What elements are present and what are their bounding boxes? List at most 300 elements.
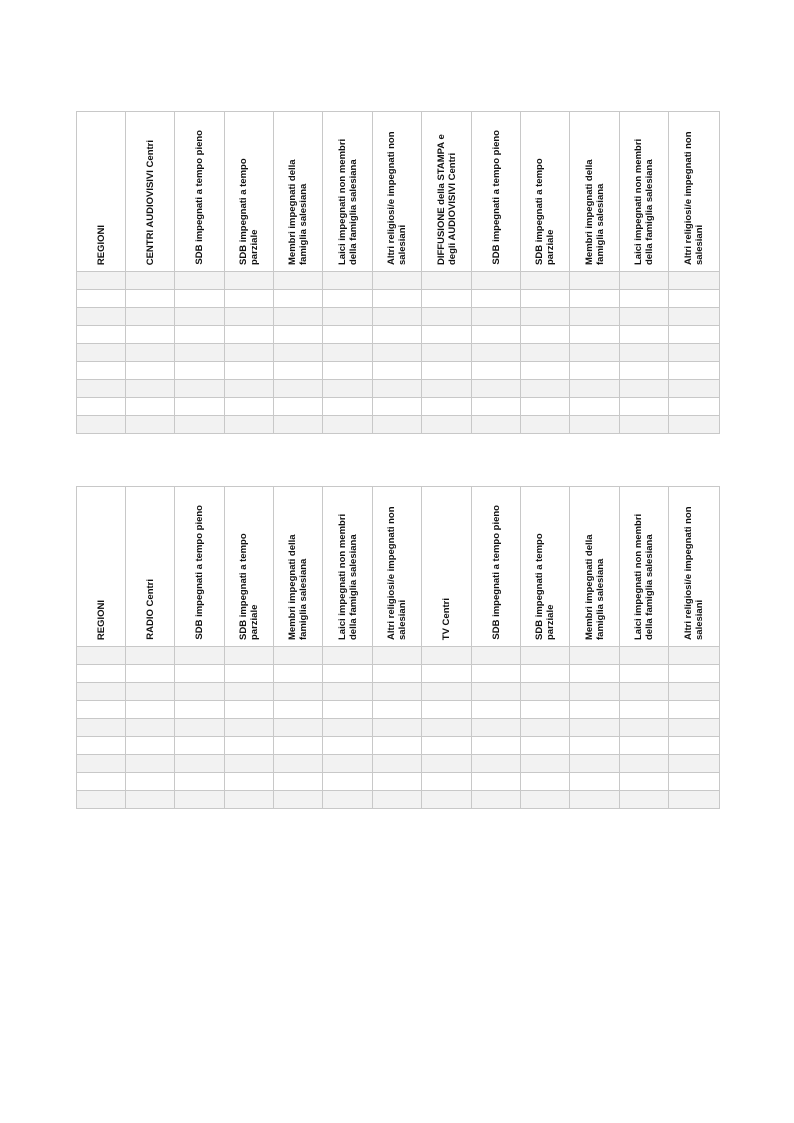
table-cell xyxy=(373,380,422,398)
table-cell xyxy=(175,380,225,398)
table-cell xyxy=(669,647,720,665)
table-cell xyxy=(175,308,225,326)
table-cell xyxy=(126,719,175,737)
table-cell xyxy=(175,398,225,416)
table-row xyxy=(77,380,720,398)
table-cell xyxy=(175,773,225,791)
header-cell xyxy=(323,112,373,272)
header-cell xyxy=(620,487,669,647)
table-cell xyxy=(620,665,669,683)
table-cell xyxy=(620,290,669,308)
table-cell xyxy=(620,719,669,737)
table-cell xyxy=(77,326,126,344)
table-cell xyxy=(669,773,720,791)
table-cell xyxy=(225,665,274,683)
table-cell xyxy=(472,398,521,416)
table-cell xyxy=(323,308,373,326)
table-cell xyxy=(126,326,175,344)
header-label: RADIO Centri xyxy=(144,579,156,640)
table-cell xyxy=(570,773,620,791)
table-cell xyxy=(669,308,720,326)
table-cell xyxy=(225,290,274,308)
table-cell xyxy=(472,647,521,665)
table-cell xyxy=(472,773,521,791)
table-cell xyxy=(126,380,175,398)
table-cell xyxy=(422,773,472,791)
table-row xyxy=(77,773,720,791)
header-label: Altri religiosi/e impegnati non salesiani xyxy=(386,131,408,265)
table-cell xyxy=(274,665,323,683)
table-cell xyxy=(521,791,570,809)
table-cell xyxy=(521,755,570,773)
table-cell xyxy=(225,773,274,791)
header-label: SDB impegnati a tempo parziale xyxy=(238,533,260,640)
table-header-row xyxy=(77,112,720,272)
table-cell xyxy=(175,362,225,380)
table-row xyxy=(77,362,720,380)
table-cell xyxy=(323,701,373,719)
table-cell xyxy=(620,755,669,773)
table-cell xyxy=(323,647,373,665)
table-cell xyxy=(422,380,472,398)
table-cell xyxy=(274,416,323,434)
table-cell xyxy=(422,719,472,737)
table-cell xyxy=(422,755,472,773)
table-cell xyxy=(274,737,323,755)
table-cell xyxy=(126,272,175,290)
header-cell xyxy=(373,487,422,647)
table-cell xyxy=(77,737,126,755)
table-cell xyxy=(274,683,323,701)
header-cell xyxy=(175,487,225,647)
header-label: Altri religiosi/e impegnati non salesiani xyxy=(683,131,705,265)
table-cell xyxy=(570,791,620,809)
table-cell xyxy=(669,755,720,773)
table-cell xyxy=(570,647,620,665)
table-row xyxy=(77,755,720,773)
table-cell xyxy=(274,791,323,809)
table-cell xyxy=(422,683,472,701)
table-cell xyxy=(77,398,126,416)
table-row xyxy=(77,737,720,755)
header-cell xyxy=(274,487,323,647)
header-label: Membri impegnati della famiglia salesiana xyxy=(287,534,309,640)
table-row xyxy=(77,701,720,719)
table-cell xyxy=(422,665,472,683)
table-cell xyxy=(422,416,472,434)
table-row xyxy=(77,308,720,326)
table-cell xyxy=(225,308,274,326)
table-cell xyxy=(274,362,323,380)
table-cell xyxy=(669,362,720,380)
header-cell xyxy=(225,112,274,272)
header-cell xyxy=(126,112,175,272)
table-cell xyxy=(472,362,521,380)
table-cell xyxy=(225,701,274,719)
table-cell xyxy=(373,701,422,719)
header-label: SDB impegnati a tempo pieno xyxy=(490,130,502,265)
table-cell xyxy=(422,791,472,809)
table-cell xyxy=(472,416,521,434)
header-cell xyxy=(570,112,620,272)
table-cell xyxy=(77,290,126,308)
header-label: SDB impegnati a tempo parziale xyxy=(534,533,556,640)
table-cell xyxy=(521,344,570,362)
table-row xyxy=(77,326,720,344)
table-cell xyxy=(472,701,521,719)
table-cell xyxy=(669,326,720,344)
header-cell xyxy=(669,487,720,647)
table-cell xyxy=(570,326,620,344)
table-cell xyxy=(373,791,422,809)
table-cell xyxy=(175,647,225,665)
header-cell xyxy=(77,487,126,647)
table-cell xyxy=(422,344,472,362)
header-cell xyxy=(472,112,521,272)
table-cell xyxy=(323,326,373,344)
table-cell xyxy=(323,362,373,380)
table-cell xyxy=(669,290,720,308)
table-cell xyxy=(521,701,570,719)
table-cell xyxy=(274,755,323,773)
table-cell xyxy=(521,326,570,344)
header-label: Laici impegnati non membri della famiglia salesiana xyxy=(336,513,359,640)
header-cell xyxy=(521,487,570,647)
table-cell xyxy=(373,773,422,791)
table-cell xyxy=(373,755,422,773)
table-cell xyxy=(77,773,126,791)
header-label: SDB impegnati a tempo pieno xyxy=(194,130,205,265)
table-cell xyxy=(373,362,422,380)
header-label: SDB impegnati a tempo pieno xyxy=(194,505,205,640)
table-cell xyxy=(126,755,175,773)
table-cell xyxy=(77,665,126,683)
table-header-row xyxy=(77,487,720,647)
header-cell xyxy=(175,112,225,272)
table-cell xyxy=(669,344,720,362)
table-cell xyxy=(620,344,669,362)
table-cell xyxy=(175,416,225,434)
header-cell xyxy=(422,487,472,647)
table-row xyxy=(77,683,720,701)
table-cell xyxy=(225,719,274,737)
table-cell xyxy=(77,416,126,434)
table-cell xyxy=(274,272,323,290)
table-cell xyxy=(422,308,472,326)
table-cell xyxy=(570,416,620,434)
table-cell xyxy=(175,665,225,683)
table-row xyxy=(77,647,720,665)
table-row xyxy=(77,290,720,308)
table-cell xyxy=(373,290,422,308)
table-cell xyxy=(373,344,422,362)
table-cell xyxy=(570,683,620,701)
table-cell xyxy=(126,773,175,791)
table-cell xyxy=(274,647,323,665)
table-cell xyxy=(521,719,570,737)
header-label: Laici impegnati non membri della famiglia salesiana xyxy=(633,138,655,265)
table-cell xyxy=(620,416,669,434)
header-cell xyxy=(422,112,472,272)
table-cell xyxy=(323,344,373,362)
table-cell xyxy=(126,290,175,308)
table-cell xyxy=(521,665,570,683)
table-cell xyxy=(274,326,323,344)
table-cell xyxy=(570,719,620,737)
table-cell xyxy=(225,272,274,290)
table-cell xyxy=(225,416,274,434)
table-cell xyxy=(472,665,521,683)
table-cell xyxy=(422,362,472,380)
table-cell xyxy=(570,290,620,308)
table-cell xyxy=(521,362,570,380)
table-cell xyxy=(669,737,720,755)
table-cell xyxy=(521,290,570,308)
table-cell xyxy=(373,272,422,290)
table-cell xyxy=(373,416,422,434)
table-row xyxy=(77,719,720,737)
table-cell xyxy=(570,737,620,755)
table-cell xyxy=(472,737,521,755)
table-cell xyxy=(373,326,422,344)
table-cell xyxy=(422,290,472,308)
table-cell xyxy=(620,647,669,665)
header-label: Altri religiosi/e impegnati non salesiani xyxy=(386,506,408,640)
table-cell xyxy=(521,308,570,326)
table-cell xyxy=(620,308,669,326)
table-cell xyxy=(126,737,175,755)
table-cell xyxy=(373,647,422,665)
table-cell xyxy=(77,344,126,362)
header-label: Altri religiosi/e impegnati non salesiani xyxy=(683,506,705,640)
table-cell xyxy=(472,380,521,398)
table-cell xyxy=(620,398,669,416)
table-cell xyxy=(175,701,225,719)
table-cell xyxy=(126,665,175,683)
table-cell xyxy=(225,755,274,773)
table-cell xyxy=(274,308,323,326)
header-cell xyxy=(521,112,570,272)
table-cell xyxy=(274,398,323,416)
header-cell xyxy=(77,112,126,272)
table-cell xyxy=(77,362,126,380)
header-cell xyxy=(274,112,323,272)
table-cell xyxy=(225,344,274,362)
table-row xyxy=(77,665,720,683)
header-label: Membri impegnati della famiglia salesiana xyxy=(583,534,606,640)
table-cell xyxy=(472,683,521,701)
table-cell xyxy=(669,665,720,683)
table-cell xyxy=(77,791,126,809)
table-cell xyxy=(77,683,126,701)
table-cell xyxy=(175,326,225,344)
header-label: Laici impegnati non membri della famiglia salesiana xyxy=(633,513,655,640)
table-cell xyxy=(77,308,126,326)
table-cell xyxy=(323,272,373,290)
table-row xyxy=(77,416,720,434)
table-cell xyxy=(175,344,225,362)
table-cell xyxy=(323,665,373,683)
table-cell xyxy=(521,272,570,290)
header-cell xyxy=(669,112,720,272)
table-cell xyxy=(472,290,521,308)
table-cell xyxy=(373,665,422,683)
table-cell xyxy=(126,308,175,326)
table-cell xyxy=(126,683,175,701)
table-cell xyxy=(570,344,620,362)
table-cell xyxy=(126,647,175,665)
table-cell xyxy=(175,272,225,290)
table-cell xyxy=(323,683,373,701)
table-cell xyxy=(570,308,620,326)
table-cell xyxy=(521,737,570,755)
header-label: SDB impegnati a tempo parziale xyxy=(238,158,260,265)
table-cell xyxy=(472,344,521,362)
header-label: Membri impegnati della famiglia salesiana xyxy=(287,159,309,265)
table-cell xyxy=(570,665,620,683)
table-cell xyxy=(620,773,669,791)
table-cell xyxy=(77,755,126,773)
table-cell xyxy=(175,290,225,308)
table-cell xyxy=(472,272,521,290)
table-cell xyxy=(620,791,669,809)
table-cell xyxy=(669,791,720,809)
table-cell xyxy=(274,719,323,737)
table-cell xyxy=(669,416,720,434)
table-cell xyxy=(225,647,274,665)
table-cell xyxy=(323,416,373,434)
table-cell xyxy=(521,683,570,701)
table-cell xyxy=(669,272,720,290)
table-cell xyxy=(472,791,521,809)
table-cell xyxy=(669,719,720,737)
header-label: CENTRI AUDIOVISIVI Centri xyxy=(144,139,156,265)
table-row xyxy=(77,344,720,362)
table-cell xyxy=(620,272,669,290)
table-cell xyxy=(521,647,570,665)
table-cell xyxy=(570,380,620,398)
header-cell xyxy=(570,487,620,647)
table-cell xyxy=(669,380,720,398)
table-cell xyxy=(620,683,669,701)
table-cell xyxy=(669,701,720,719)
table-cell xyxy=(570,398,620,416)
table-cell xyxy=(274,344,323,362)
header-cell xyxy=(472,487,521,647)
table-cell xyxy=(570,272,620,290)
table-cell xyxy=(570,362,620,380)
header-label: Laici impegnati non membri della famiglia salesiana xyxy=(336,138,359,265)
table-cell xyxy=(175,737,225,755)
table-cell xyxy=(620,380,669,398)
table-cell xyxy=(225,683,274,701)
table-cell xyxy=(274,773,323,791)
table-cell xyxy=(225,362,274,380)
table-cell xyxy=(323,380,373,398)
table-cell xyxy=(77,647,126,665)
table-row xyxy=(77,791,720,809)
table-cell xyxy=(472,719,521,737)
table-cell xyxy=(521,416,570,434)
table-row xyxy=(77,272,720,290)
table-cell xyxy=(521,773,570,791)
table-cell xyxy=(373,308,422,326)
table-cell xyxy=(126,791,175,809)
table-cell xyxy=(422,326,472,344)
table-cell xyxy=(323,737,373,755)
table-cell xyxy=(323,398,373,416)
table-cell xyxy=(373,719,422,737)
header-label: Membri impegnati della famiglia salesiana xyxy=(583,159,606,265)
table-cell xyxy=(225,326,274,344)
table-cell xyxy=(225,737,274,755)
header-label: REGIONI xyxy=(95,599,107,640)
table-cell xyxy=(422,737,472,755)
table-cell xyxy=(323,290,373,308)
table-cell xyxy=(373,398,422,416)
header-cell xyxy=(225,487,274,647)
table-cell xyxy=(175,791,225,809)
table-cell xyxy=(274,701,323,719)
table-cell xyxy=(521,380,570,398)
table-cell xyxy=(620,737,669,755)
table-cell xyxy=(669,683,720,701)
table-cell xyxy=(323,755,373,773)
table-cell xyxy=(521,398,570,416)
header-cell xyxy=(373,112,422,272)
table-cell xyxy=(422,701,472,719)
table-cell xyxy=(472,326,521,344)
table-cell xyxy=(126,416,175,434)
table-cell xyxy=(175,683,225,701)
table-radio-tv xyxy=(76,486,720,809)
table-cell xyxy=(77,380,126,398)
header-label: TV Centri xyxy=(441,597,452,640)
table-cell xyxy=(323,719,373,737)
header-cell xyxy=(323,487,373,647)
table-cell xyxy=(472,755,521,773)
header-label: SDB impegnati a tempo pieno xyxy=(490,505,502,640)
table-cell xyxy=(373,737,422,755)
table-cell xyxy=(422,647,472,665)
header-label: SDB impegnati a tempo parziale xyxy=(534,158,556,265)
table-cell xyxy=(126,701,175,719)
table-cell xyxy=(126,362,175,380)
table-cell xyxy=(175,719,225,737)
table-cell xyxy=(274,290,323,308)
header-cell xyxy=(126,487,175,647)
table-cell xyxy=(225,791,274,809)
table-cell xyxy=(274,380,323,398)
table-cell xyxy=(620,326,669,344)
header-label: DIFFUSIONE della STAMPA e degli AUDIOVISIVI Centri xyxy=(435,134,458,265)
table-cell xyxy=(77,701,126,719)
table-cell xyxy=(77,719,126,737)
table-cell xyxy=(126,398,175,416)
table-cell xyxy=(620,701,669,719)
table-cell xyxy=(175,755,225,773)
table-cell xyxy=(570,701,620,719)
table-cell xyxy=(126,344,175,362)
table-audiovisivi-stampa xyxy=(76,111,720,434)
table-cell xyxy=(225,398,274,416)
table-cell xyxy=(422,398,472,416)
table-cell xyxy=(669,398,720,416)
table-cell xyxy=(472,308,521,326)
table-cell xyxy=(323,791,373,809)
table-cell xyxy=(225,380,274,398)
table-cell xyxy=(620,362,669,380)
